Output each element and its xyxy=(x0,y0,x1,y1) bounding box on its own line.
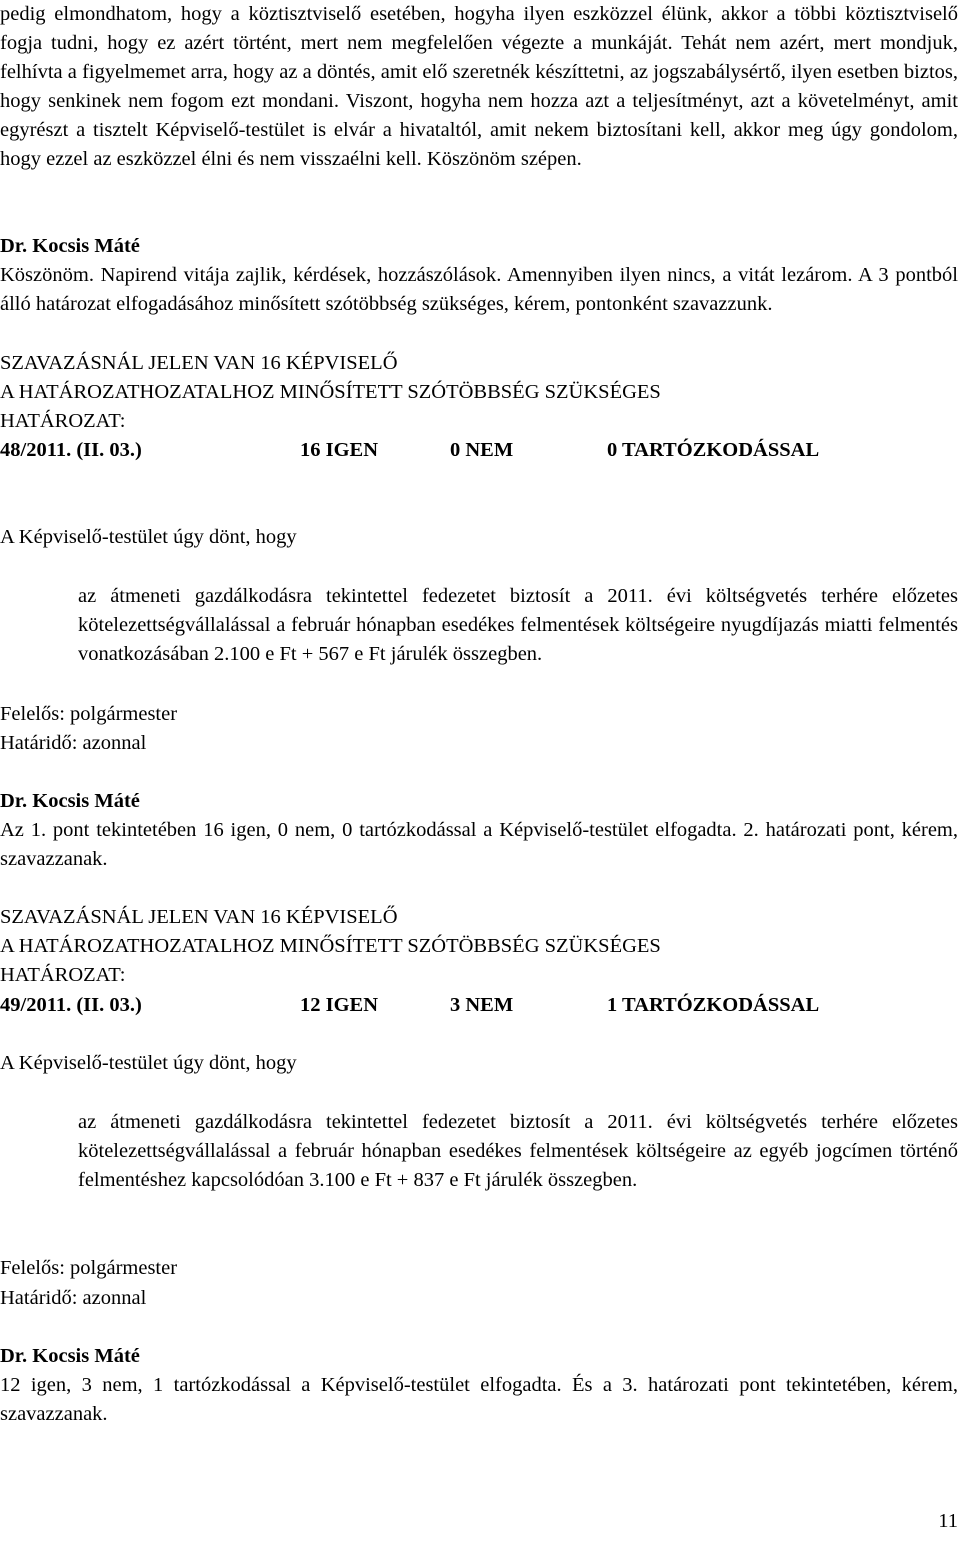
speech-paragraph: Köszönöm. Napirend vitája zajlik, kérdések, hozzászólások. Amennyiben ilyen nincs, a vitát lezárom. A 3 pontból álló határozat elfogadásához minősített szótöbbség szükséges, kérem, pontonként szavazzunk. xyxy=(0,264,958,315)
speaker-name: Dr. Kocsis Máté xyxy=(0,1345,140,1367)
vote-presence-line: SZAVAZÁSNÁL JELEN VAN 16 KÉPVISELŐ xyxy=(0,352,398,374)
vote-majority-line: A HATÁROZATHOZATALHOZ MINŐSÍTETT SZÓTÖBBSÉG SZÜKSÉGES xyxy=(0,381,661,403)
resolution-label: HATÁROZAT: xyxy=(0,964,126,986)
vote-abstain: 1 TARTÓZKODÁSSAL xyxy=(607,994,820,1016)
speaker-name: Dr. Kocsis Máté xyxy=(0,235,140,257)
decision-text: az átmeneti gazdálkodásra tekintettel fedezetet biztosít a 2011. évi költségvetés terhére előzetes kötelezettségvállalással a február hónapban esedékes felmentések költségeire nyugdíjazás miatti felmentés vonatkozásában 2.100 e Ft + 567 e Ft járulék összegben. xyxy=(78,585,958,665)
decision-intro: A Képviselő-testület úgy dönt, hogy xyxy=(0,1052,297,1074)
responsible-line: Felelős: polgármester xyxy=(0,1257,178,1279)
vote-yes: 16 IGEN xyxy=(300,439,379,461)
decision-intro: A Képviselő-testület úgy dönt, hogy xyxy=(0,526,297,548)
deadline-line: Határidő: azonnal xyxy=(0,1287,147,1309)
resolution-number: 49/2011. (II. 03.) xyxy=(0,994,142,1016)
vote-abstain: 0 TARTÓZKODÁSSAL xyxy=(607,439,820,461)
intro-paragraph: pedig elmondhatom, hogy a köztisztviselő esetében, hogyha ilyen eszközzel élünk, akkor a többi köztisztviselő fogja tudni, hogy ez azért történt, mert nem megfelelően végezte a munkáját. Tehát nem azért, mert mondjuk, felhívta a figyelmemet arra, hogy az a döntés, amit elő szeretnék készíttetni, az jogszabálysértő, ilyen esetben biztos, hogy senkinek nem fogom ezt mondani. Viszont, hogyha nem hozza azt a teljesítményt, azt a követelményt, amit egyrészt a tisztelt Képviselő-testület is elvár a hivataltól, amit nekem biztosítani kell, akkor meg úgy gondolom, hogy ezzel az eszközzel élni és nem visszaélni kell. Köszönöm szépen. xyxy=(0,3,958,170)
vote-result-row xyxy=(0,436,958,465)
decision-text: az átmeneti gazdálkodásra tekintettel fedezetet biztosít a 2011. évi költségvetés terhére előzetes kötelezettségvállalással a február hónapban esedékes felmentések költségeire az egyéb jogcímen történő felmentéshez kapcsolódóan 3.100 e Ft + 837 e Ft járulék összegben. xyxy=(78,1111,958,1191)
resolution-label: HATÁROZAT: xyxy=(0,410,126,432)
vote-yes: 12 IGEN xyxy=(300,994,379,1016)
speaker-name: Dr. Kocsis Máté xyxy=(0,790,140,812)
speech-paragraph: Az 1. pont tekintetében 16 igen, 0 nem, 0 tartózkodással a Képviselő-testület elfogadta. 2. határozati pont, kérem, szavazzanak. xyxy=(0,819,958,870)
speech-paragraph: 12 igen, 3 nem, 1 tartózkodással a Képviselő-testület elfogadta. És a 3. határozati pont tekintetében, kérem, szavazzanak. xyxy=(0,1374,958,1425)
vote-no: 3 NEM xyxy=(450,994,514,1016)
page-number: 11 xyxy=(938,1510,958,1532)
deadline-line: Határidő: azonnal xyxy=(0,732,147,754)
vote-presence-line: SZAVAZÁSNÁL JELEN VAN 16 KÉPVISELŐ xyxy=(0,906,398,928)
vote-majority-line: A HATÁROZATHOZATALHOZ MINŐSÍTETT SZÓTÖBBSÉG SZÜKSÉGES xyxy=(0,935,661,957)
vote-no: 0 NEM xyxy=(450,439,514,461)
vote-result-row xyxy=(0,991,958,1020)
responsible-line: Felelős: polgármester xyxy=(0,703,178,725)
resolution-number: 48/2011. (II. 03.) xyxy=(0,439,142,461)
